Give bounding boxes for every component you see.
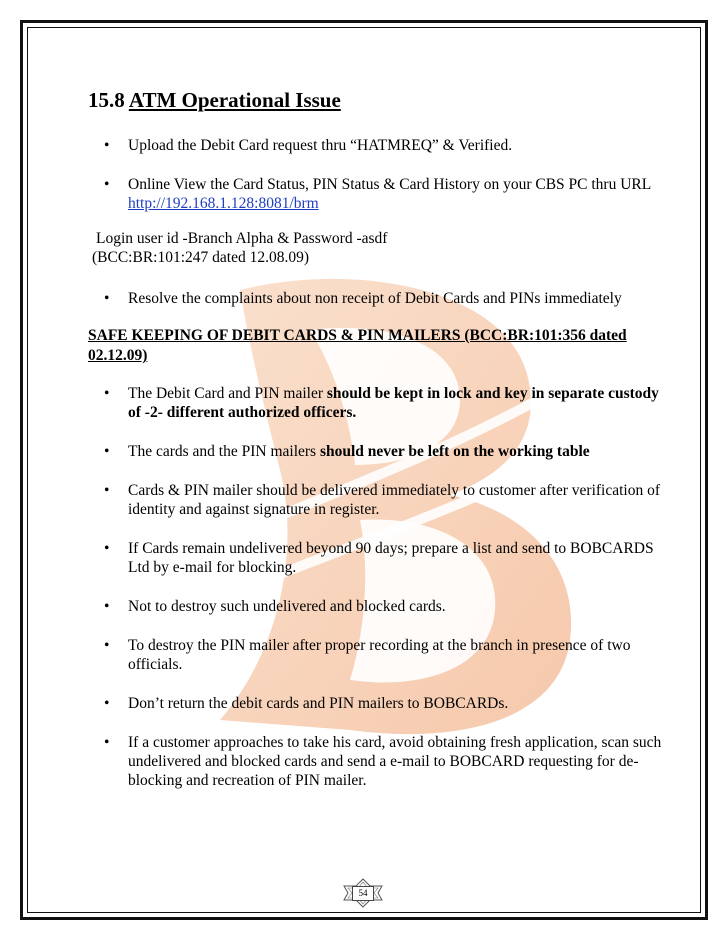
list-item <box>88 289 668 308</box>
brm-url-link[interactable]: http://192.168.1.128:8081/brm <box>128 195 319 212</box>
list-item-text: The cards and the PIN mailers <box>128 443 320 460</box>
section-heading <box>88 86 668 114</box>
list-item <box>88 384 668 422</box>
list-item-text: Don’t return the debit cards and PIN mailers to BOBCARDs. <box>128 695 509 712</box>
list-item-text: Upload the Debit Card request thru “HATMREQ” & Verified. <box>128 137 513 154</box>
list-item <box>88 481 668 519</box>
list-item <box>88 694 668 713</box>
section-number: 15.8 <box>88 88 125 112</box>
page-number-badge <box>340 878 386 908</box>
list-item-text: If a customer approaches to take his card, avoid obtaining fresh application, scan such undelivered and blocked cards and send a e-mail to BOBCARD requesting for de-blocking and recreation of PIN mailer. <box>128 734 662 789</box>
page-number: 54 <box>352 886 374 901</box>
list-item-text: Online View the Card Status, PIN Status & Card History on your CBS PC thru URL <box>128 176 651 193</box>
list-item-text: The Debit Card and PIN mailer <box>128 385 327 402</box>
section-title: ATM Operational Issue <box>128 88 341 112</box>
list-item-emphasis: should never be left on the working table <box>319 443 590 460</box>
list-item <box>88 733 668 790</box>
atm-list <box>88 136 668 213</box>
list-item-text: Resolve the complaints about non receipt of Debit Cards and PINs immediately <box>128 290 622 307</box>
page-content <box>88 86 668 810</box>
resolve-list <box>88 289 668 308</box>
list-item <box>88 175 668 213</box>
list-item-text: To destroy the PIN mailer after proper recording at the branch in presence of two officials. <box>128 637 631 673</box>
list-item-text: Not to destroy such undelivered and blocked cards. <box>128 598 446 615</box>
login-line: Login user id -Branch Alpha & Password -asdf <box>96 230 388 247</box>
safe-keeping-list <box>88 384 668 790</box>
list-item <box>88 636 668 674</box>
list-item-text: Cards & PIN mailer should be delivered immediately to customer after verification of identity and against signature in register. <box>128 482 661 518</box>
list-item-emphasis: should be kept in lock and key in separate custody of -2- different authorized officers. <box>128 385 659 421</box>
list-item <box>88 442 668 461</box>
circular-line: (BCC:BR:101:247 dated 12.08.09) <box>92 249 309 266</box>
list-item <box>88 597 668 616</box>
list-item <box>88 539 668 577</box>
list-item <box>88 136 668 155</box>
safe-keeping-heading: SAFE KEEPING OF DEBIT CARDS & PIN MAILERS (BCC:BR:101:356 dated 02.12.09) <box>88 327 627 364</box>
list-item-text: If Cards remain undelivered beyond 90 days; prepare a list and send to BOBCARDS Ltd by e-mail for blocking. <box>128 540 654 576</box>
